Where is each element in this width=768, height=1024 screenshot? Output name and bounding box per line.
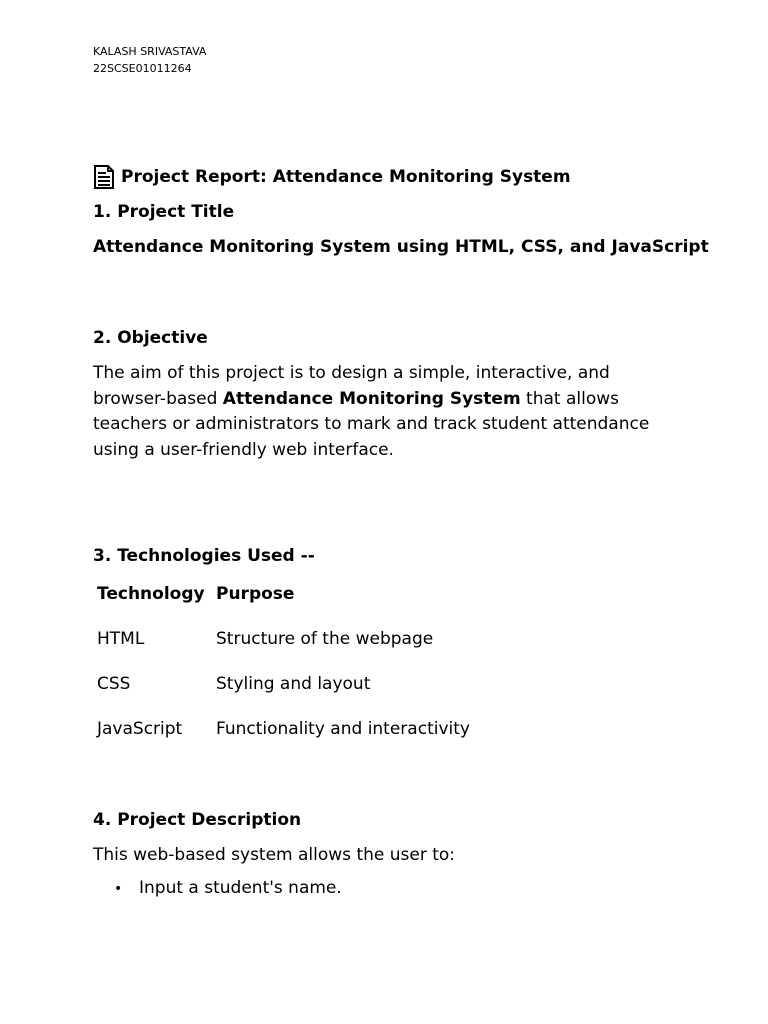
list-item — [114, 878, 342, 901]
description-intro: This web-based system allows the user to: — [93, 845, 456, 865]
roll-number: 22SCSE01011264 — [93, 62, 192, 75]
objective-text-1: The aim of this project is to design a simple, interactive, and browser-based — [93, 363, 610, 409]
cell-purpose: Structure of the webpage — [216, 629, 434, 649]
cell-purpose: Styling and layout — [216, 674, 371, 694]
section1-heading: 1. Project Title — [93, 202, 235, 222]
report-title-row — [93, 165, 571, 189]
table-row — [93, 668, 474, 713]
column-technology: Technology — [97, 584, 205, 604]
objective-paragraph — [93, 361, 683, 463]
project-title: Attendance Monitoring System using HTML, CSS, and JavaScript — [93, 237, 709, 257]
technologies-table — [93, 578, 474, 758]
section2-heading: 2. Objective — [93, 328, 208, 348]
objective-bold: Attendance Monitoring System — [222, 388, 521, 409]
cell-tech: CSS — [97, 674, 131, 694]
author-header — [93, 43, 206, 77]
objective-text-2: that allows teachers or administrators to mark and track student attendance using a user-friendly web interface. — [93, 388, 650, 460]
table-row — [93, 713, 474, 758]
cell-purpose: Functionality and interactivity — [216, 719, 470, 739]
section4-heading: 4. Project Description — [93, 810, 302, 830]
column-purpose: Purpose — [216, 584, 295, 604]
cell-tech: HTML — [97, 629, 145, 649]
cell-tech: JavaScript — [97, 719, 183, 739]
document-icon — [93, 165, 115, 189]
section3-heading: 3. Technologies Used -- — [93, 546, 315, 566]
table-header-row — [93, 578, 474, 623]
list-item-text: Input a student's name. — [139, 878, 342, 898]
report-title: Project Report: Attendance Monitoring System — [121, 167, 571, 187]
table-row — [93, 623, 474, 668]
bullet-icon: • — [114, 881, 123, 897]
author-name: KALASH SRIVASTAVA — [93, 45, 207, 58]
